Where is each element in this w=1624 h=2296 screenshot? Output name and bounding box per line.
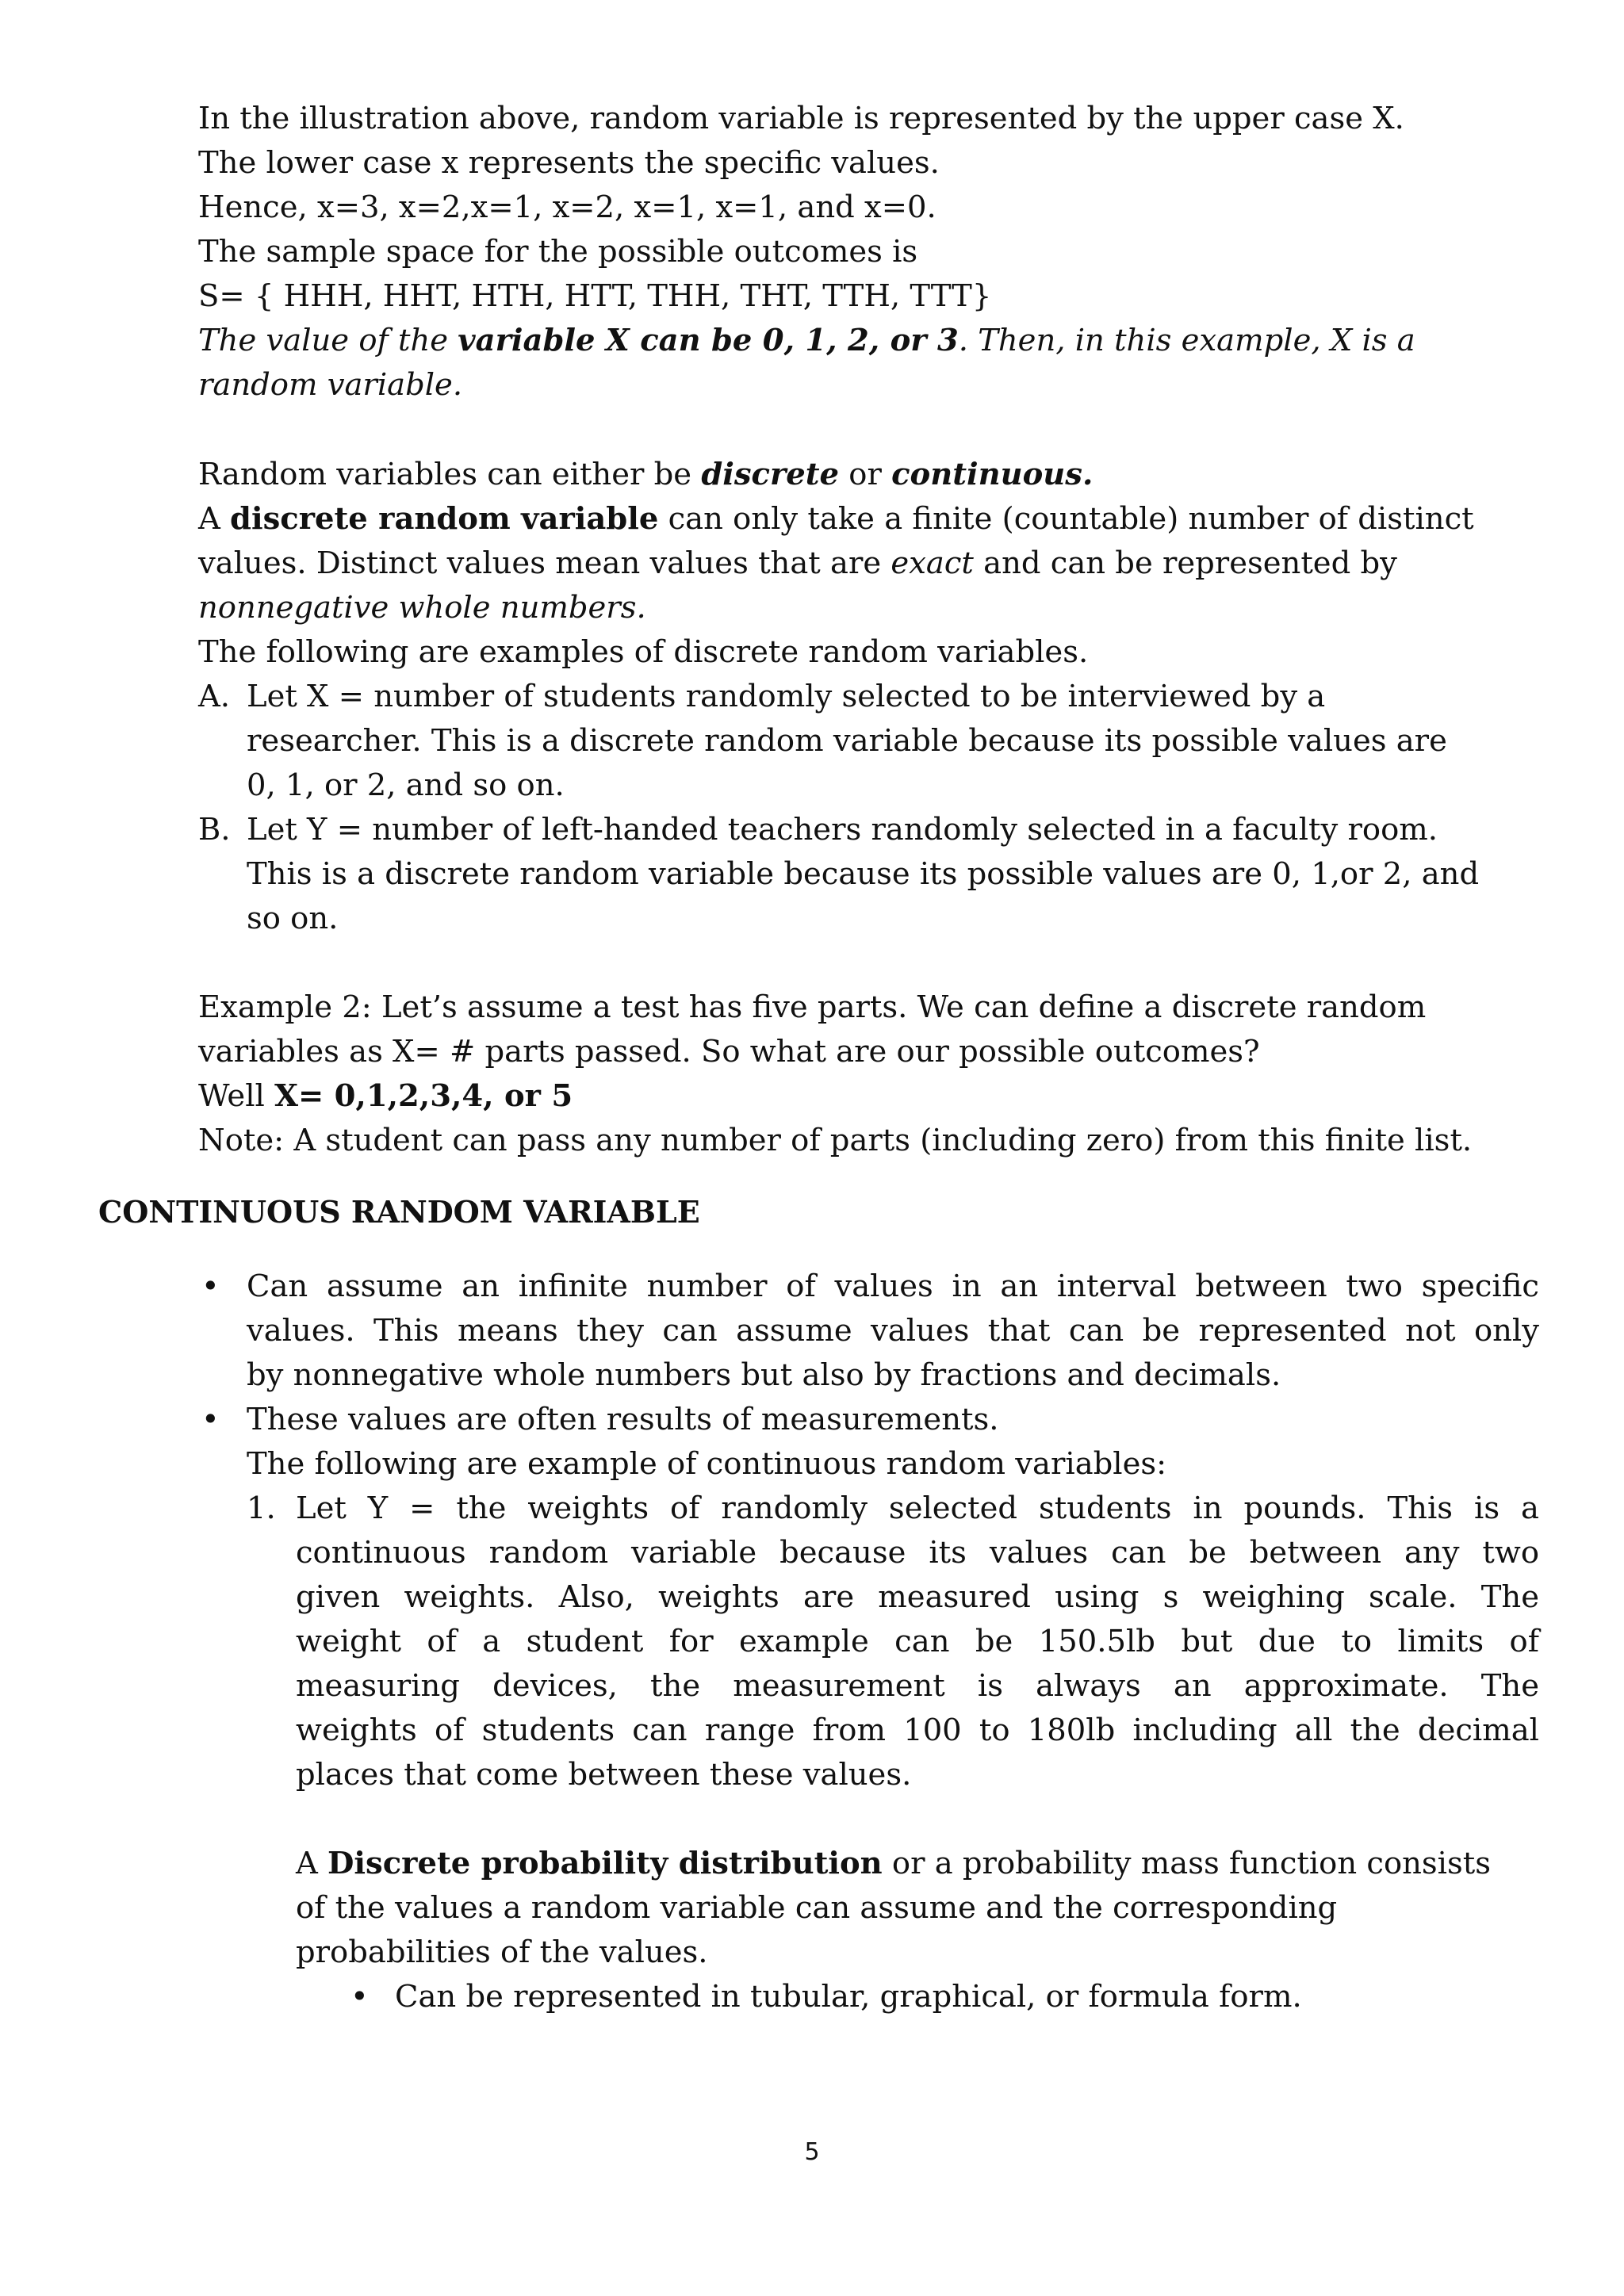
- text-line: Example 2: Let’s assume a test has five parts. We can define a discrete random: [198, 989, 1427, 1025]
- page-number: 5: [804, 2138, 820, 2166]
- italic-text: . Then, in this example, X is a: [958, 323, 1415, 358]
- list-item-line: places that come between these values.: [296, 1757, 912, 1793]
- text-line: In the illustration above, random variable is represented by the upper case X.: [198, 101, 1404, 136]
- bullet-line: values. This means they can assume values that can be represented not only: [247, 1313, 1539, 1349]
- list-marker: A.: [198, 679, 231, 714]
- plain-text: or: [839, 457, 892, 492]
- text-line: variables as X= # parts passed. So what are our possible outcomes?: [198, 1034, 1260, 1070]
- list-item-line: given weights. Also, weights are measured using s weighing scale. The: [296, 1579, 1539, 1615]
- plain-text: values. Distinct values mean values that are: [198, 545, 891, 581]
- text-line: of the values a random variable can assume and the corresponding: [296, 1890, 1338, 1926]
- list-item-line: Let X = number of students randomly selected to be interviewed by a: [247, 679, 1326, 714]
- text-line: [198, 1078, 573, 1114]
- plain-text: A: [198, 501, 231, 537]
- bullet-icon: •: [201, 1269, 220, 1304]
- list-item-line: continuous random variable because its values can be between any two: [296, 1535, 1539, 1571]
- bullet-line: Can assume an infinite number of values in an interval between two specific: [247, 1269, 1539, 1304]
- sample-space-line: S= { HHH, HHT, HTH, HTT, THH, THT, TTH, TTT}: [198, 278, 992, 314]
- plain-text: Well: [198, 1078, 275, 1114]
- list-item-line: 0, 1, or 2, and so on.: [247, 767, 565, 803]
- text-line: random variable.: [198, 367, 463, 403]
- bold-text: X= 0,1,2,3,4, or 5: [274, 1078, 573, 1114]
- plain-text: and can be represented by: [973, 545, 1397, 581]
- bullet-line: These values are often results of measurements.: [247, 1402, 999, 1437]
- text-line: [198, 501, 1474, 537]
- text-line: probabilities of the values.: [296, 1934, 708, 1970]
- list-item-line: weight of a student for example can be 150.5lb but due to limits of: [296, 1624, 1539, 1659]
- bold-term: discrete random variable: [230, 501, 659, 537]
- text-line: Hence, x=3, x=2,x=1, x=2, x=1, x=1, and x=0.: [198, 189, 936, 225]
- bullet-line: The following are example of continuous random variables:: [247, 1446, 1167, 1482]
- list-marker: 1.: [247, 1490, 276, 1526]
- text-line: [198, 323, 1415, 358]
- italic-text: The value of the: [198, 323, 458, 358]
- bold-italic-text: continuous.: [891, 457, 1094, 492]
- italic-text: exact: [891, 545, 974, 581]
- plain-text: can only take a finite (countable) number of distinct: [658, 501, 1474, 537]
- list-item-line: measuring devices, the measurement is always an approximate. The: [296, 1668, 1539, 1704]
- plain-text: Random variables can either be: [198, 457, 702, 492]
- bullet-line: by nonnegative whole numbers but also by fractions and decimals.: [247, 1357, 1281, 1393]
- section-heading: CONTINUOUS RANDOM VARIABLE: [98, 1194, 700, 1230]
- bullet-icon: •: [201, 1402, 220, 1437]
- bold-italic-text: variable X can be 0, 1, 2, or 3: [458, 323, 959, 358]
- plain-text: A: [296, 1846, 328, 1881]
- list-item-line: Let Y = the weights of randomly selected students in pounds. This is a: [296, 1490, 1539, 1526]
- text-line: [296, 1846, 1491, 1881]
- list-item-line: researcher. This is a discrete random variable because its possible values are: [247, 723, 1447, 759]
- list-item-line: so on.: [247, 901, 339, 936]
- text-line: [198, 457, 1094, 492]
- bullet-line: Can be represented in tubular, graphical, or formula form.: [395, 1979, 1302, 2015]
- list-item-line: This is a discrete random variable because its possible values are 0, 1,or 2, and: [247, 856, 1480, 892]
- bullet-icon: •: [350, 1979, 369, 2015]
- list-marker: B.: [198, 812, 231, 848]
- note-line: Note: A student can pass any number of parts (including zero) from this finite list.: [198, 1123, 1473, 1158]
- text-line: The following are examples of discrete random variables.: [198, 634, 1089, 670]
- text-line: The lower case x represents the specific values.: [198, 145, 940, 181]
- text-line: The sample space for the possible outcomes is: [198, 234, 918, 270]
- bold-italic-text: discrete: [701, 457, 840, 492]
- list-item-line: Let Y = number of left-handed teachers randomly selected in a faculty room.: [247, 812, 1438, 848]
- bold-term: Discrete probability distribution: [327, 1846, 883, 1881]
- text-line: nonnegative whole numbers.: [198, 590, 646, 626]
- plain-text: or a probability mass function consists: [882, 1846, 1491, 1881]
- text-line: [198, 545, 1397, 581]
- list-item-line: weights of students can range from 100 to 180lb including all the decimal: [296, 1712, 1539, 1748]
